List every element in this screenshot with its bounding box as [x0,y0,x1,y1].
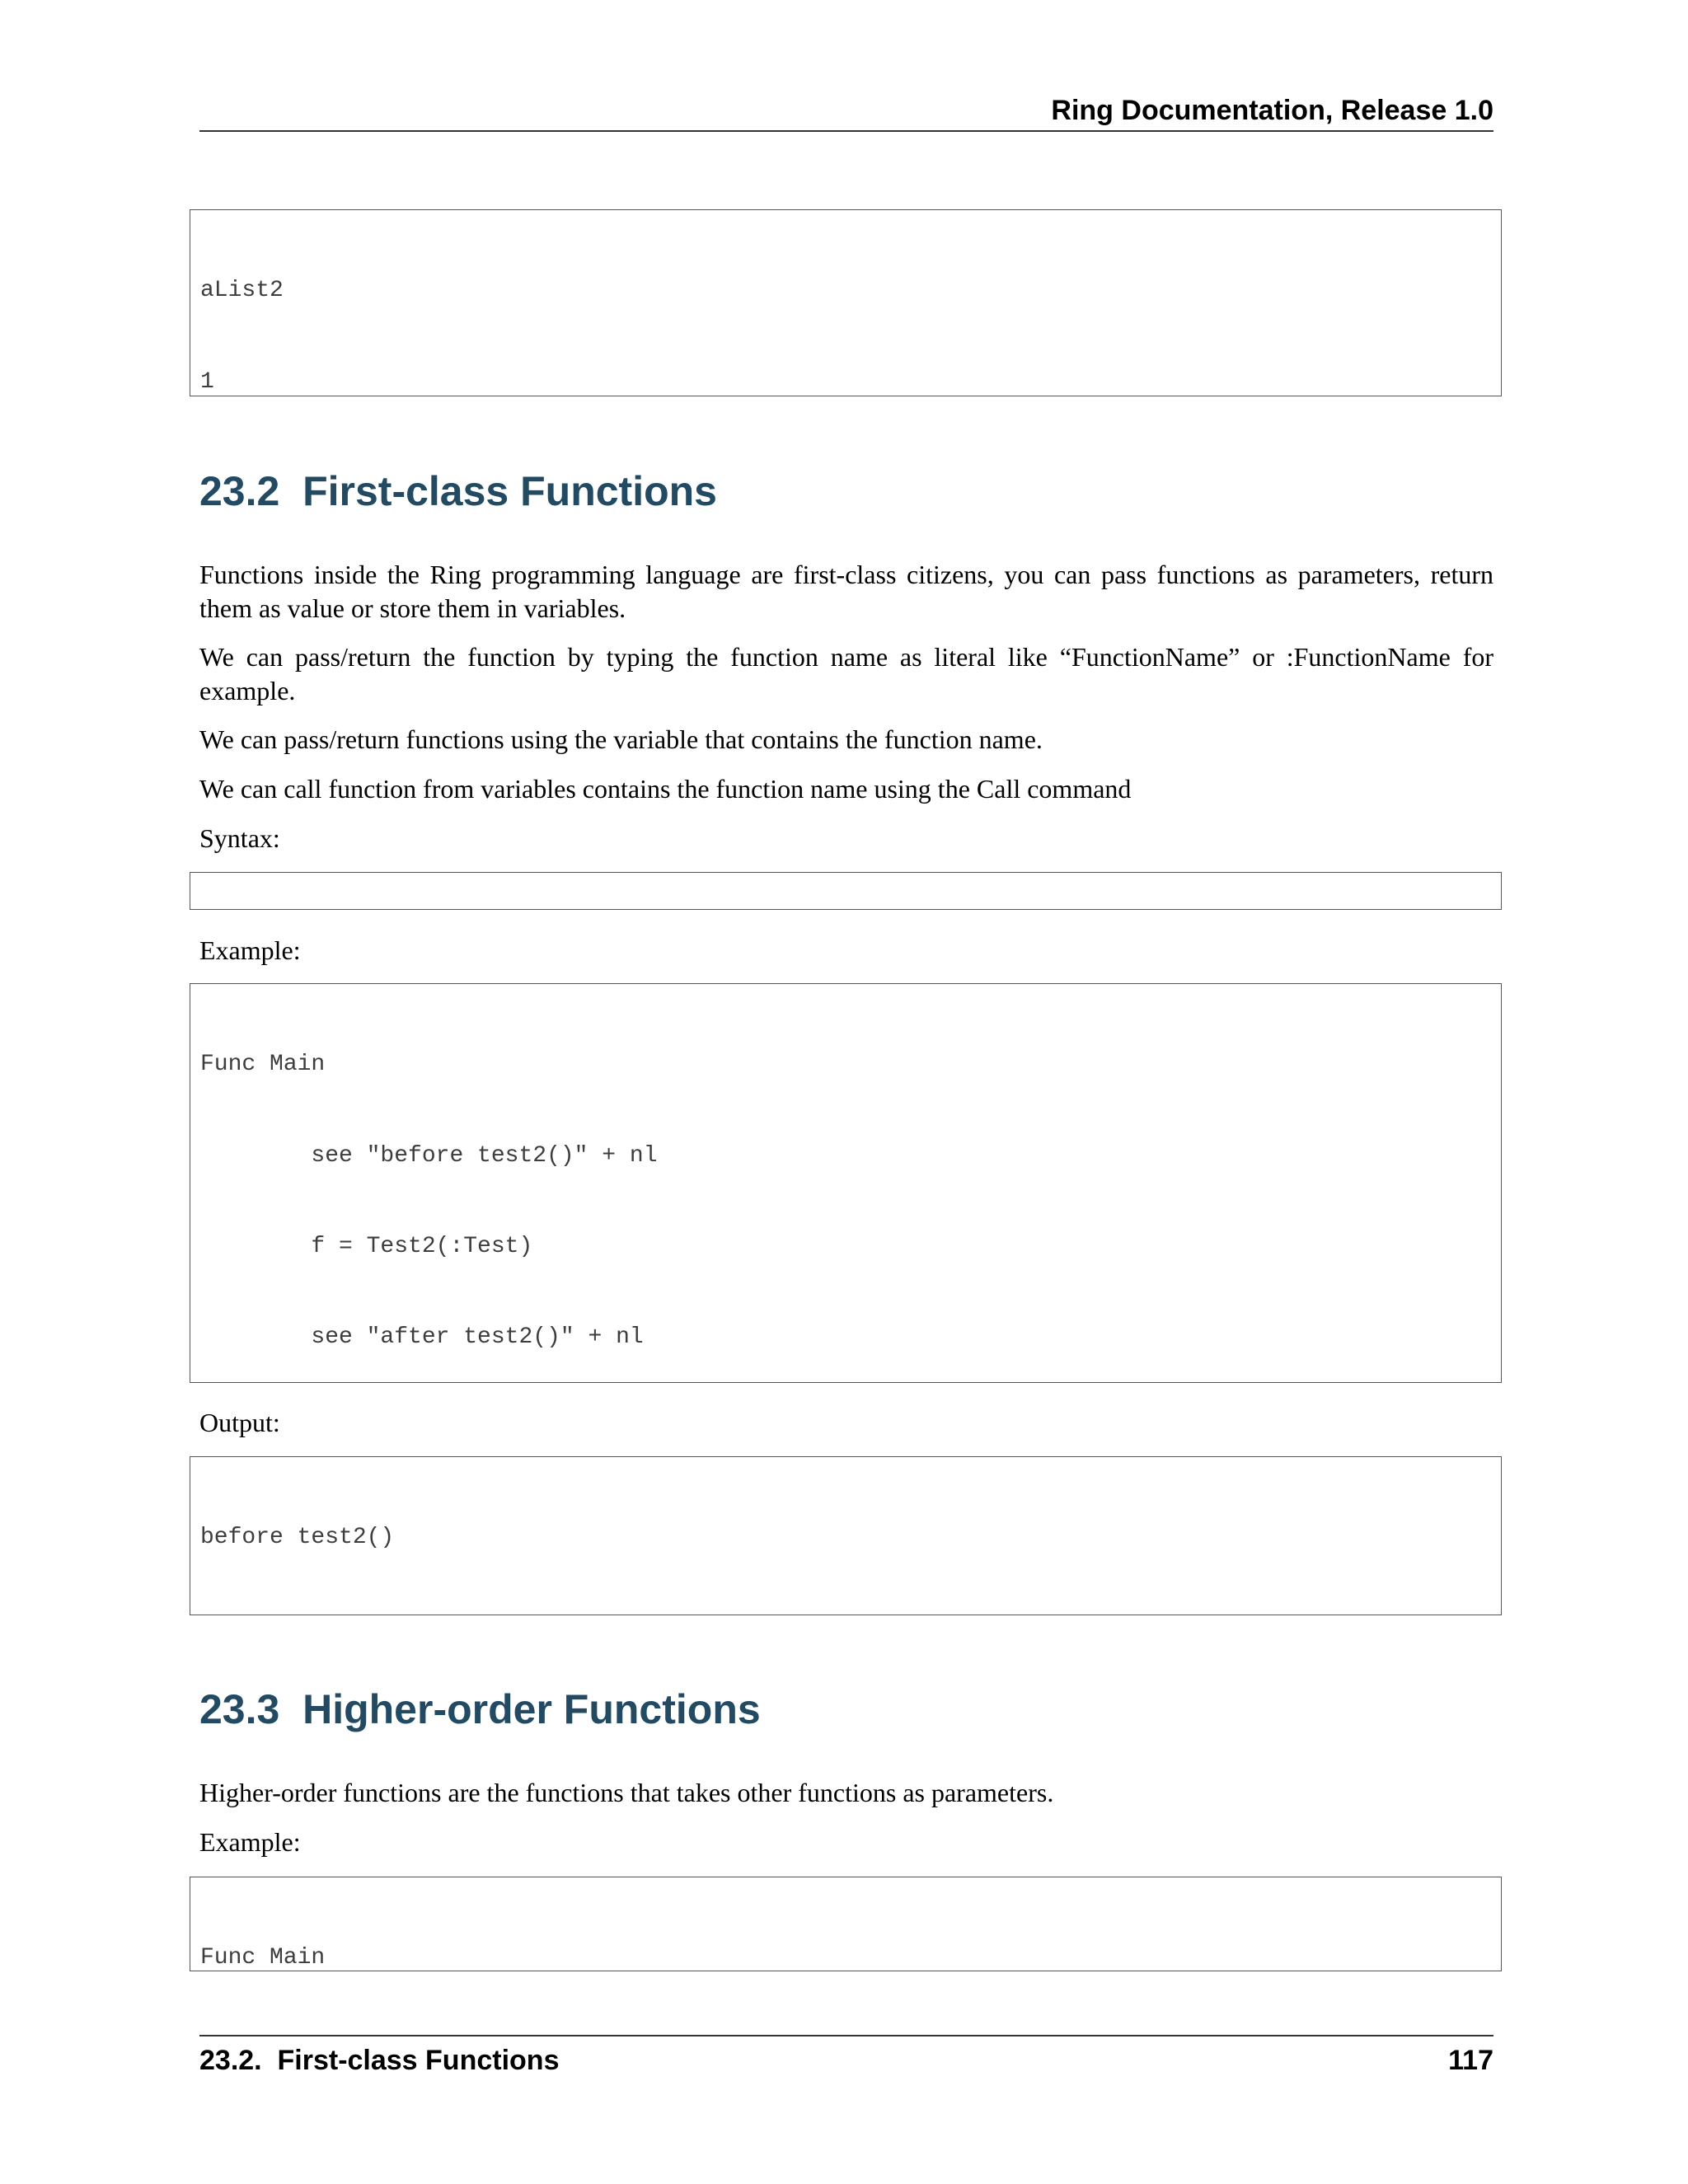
example-label: Example: [199,1827,301,1857]
code-block-output [190,1456,1502,1615]
code-line: before test2() [200,1525,395,1551]
paragraph: We can pass/return functions using the variable that contains the function name. [199,724,1043,754]
footer-section-title: 23.2. First-class Functions [199,2045,560,2076]
code-line: see "before test2()" + nl [200,1142,658,1169]
example-label: Example: [199,935,301,965]
code-block-syntax [190,872,1502,910]
code-line: Func Main [200,1052,326,1078]
code-block-example [190,983,1502,1383]
footer-rule [199,2035,1493,2036]
syntax-label: Syntax: [199,823,280,853]
code-block-higher-order-example [190,1877,1502,1971]
section-heading-higher-order-functions: 23.3 Higher-order Functions [199,1686,761,1732]
header-rule [199,130,1493,132]
paragraph: We can call function from variables contains the function name using the Call command [199,774,1132,804]
code-block-alist2-output [190,209,1502,396]
output-label: Output: [199,1408,280,1437]
running-header: Ring Documentation, Release 1.0 [1051,95,1493,126]
code-line: f = Test2(:Test) [200,1233,533,1259]
page-number: 117 [1448,2045,1493,2076]
code-line: 1 [200,368,214,395]
paragraph: Higher-order functions are the functions that takes other functions as parameters. [199,1778,1054,1807]
code-line: see "after test2()" + nl [200,1324,644,1350]
code-line: aList2 [200,278,284,304]
paragraph: Functions inside the Ring programming language are first-class citizens, you can pass functions as parameters, return them as value or store them in variables. [199,560,1493,623]
code-line: Func Main [200,1945,326,1971]
section-heading-first-class-functions: 23.2 First-class Functions [199,468,717,514]
code-line [200,1615,1491,1616]
paragraph: We can pass/return the function by typing the function name as literal like “FunctionName” or :FunctionName for example. [199,642,1493,705]
